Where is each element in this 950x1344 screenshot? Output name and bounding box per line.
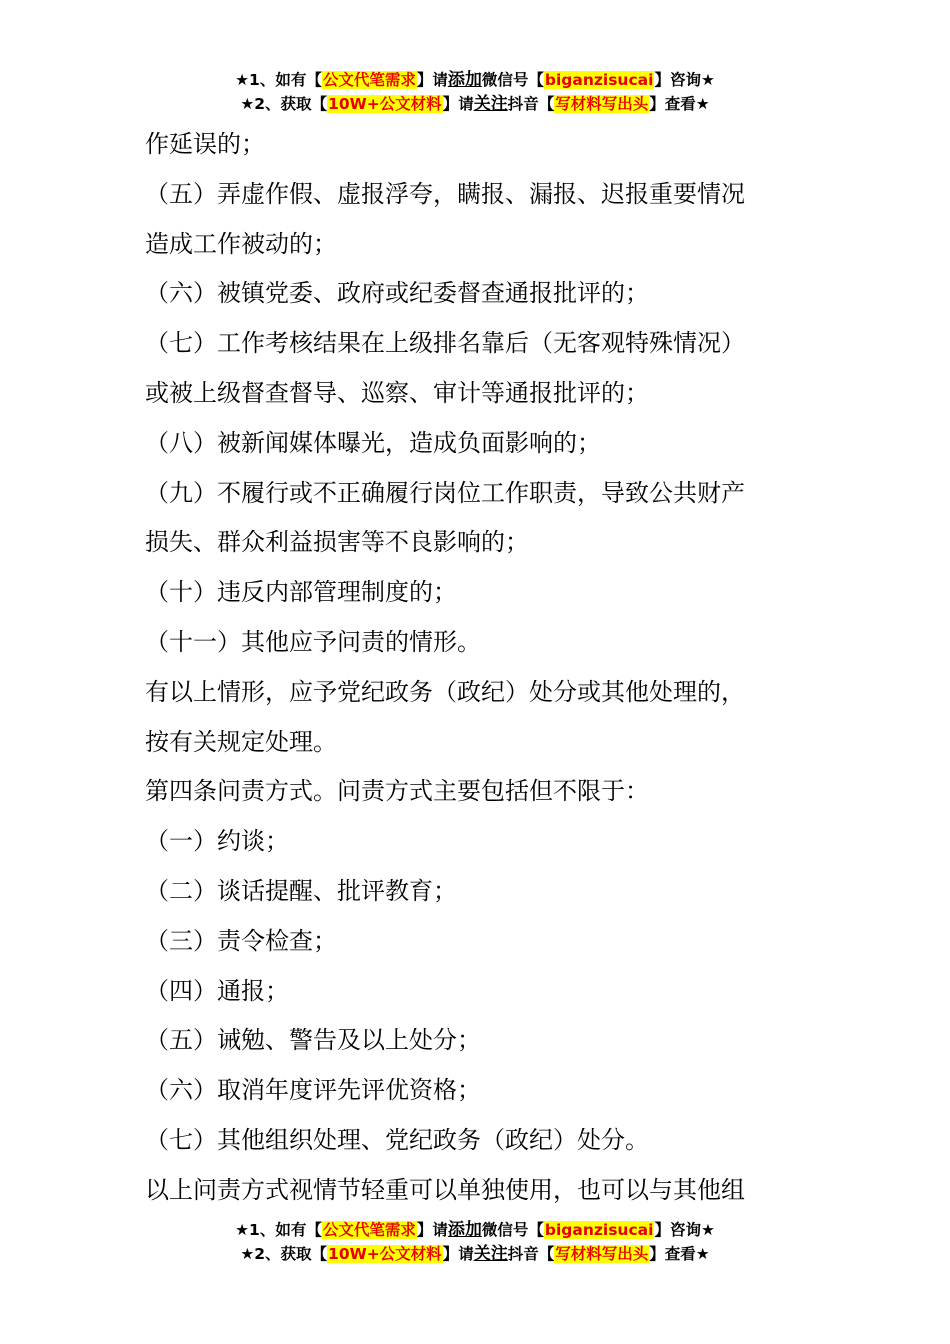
body-line: （一）约谈；	[145, 827, 289, 856]
header-banner-line-2: ★2、获取【10W+公文材料】请关注抖音【写材料写出头】查看★	[240, 94, 710, 114]
body-line: （三）责令检查；	[145, 926, 337, 955]
footer-banner-line-1: ★1、如有【公文代笔需求】请添加微信号【biganzisucai】咨询★	[235, 1220, 715, 1240]
body-line: （二）谈话提醒、批评教育；	[145, 876, 457, 905]
footer-banner	[0, 1218, 950, 1266]
highlight-wechat-id: biganzisucai	[544, 1221, 654, 1239]
body-line: 以上问责方式视情节轻重可以单独使用，也可以与其他组	[145, 1175, 745, 1204]
document-body	[145, 120, 825, 1216]
highlight-wechat-id: biganzisucai	[544, 71, 654, 89]
highlight-materials: 10W+公文材料	[328, 1245, 442, 1263]
body-line: （十一）其他应予问责的情形。	[145, 627, 481, 656]
body-line: 作延误的；	[145, 130, 265, 158]
body-line: 或被上级督查督导、巡察、审计等通报批评的；	[145, 378, 649, 407]
body-line: （七）其他组织处理、党纪政务（政纪）处分。	[145, 1125, 649, 1154]
emphasis-add: 添加	[447, 70, 482, 90]
body-line: 第四条问责方式。问责方式主要包括但不限于：	[145, 777, 649, 806]
body-line: 按有关规定处理。	[145, 727, 337, 756]
body-line: 造成工作被动的；	[145, 229, 337, 258]
emphasis-follow: 关注	[473, 94, 508, 114]
body-line: （八）被新闻媒体曝光，造成负面影响的；	[145, 428, 601, 457]
highlight-douyin-account: 写材料写出头	[555, 95, 649, 113]
footer-banner-line-2: ★2、获取【10W+公文材料】请关注抖音【写材料写出头】查看★	[240, 1244, 710, 1264]
highlight-materials: 10W+公文材料	[328, 95, 442, 113]
body-line: （九）不履行或不正确履行岗位工作职责，导致公共财产	[145, 478, 745, 507]
body-line: 损失、群众利益损害等不良影响的；	[145, 528, 529, 557]
emphasis-add: 添加	[447, 1220, 482, 1240]
body-line: （四）通报；	[145, 976, 289, 1005]
body-line: （十）违反内部管理制度的；	[145, 578, 457, 607]
body-line: 有以上情形，应予党纪政务（政纪）处分或其他处理的，	[145, 677, 745, 706]
body-line: （七）工作考核结果在上级排名靠后（无客观特殊情况）	[145, 329, 745, 358]
body-line: （六）取消年度评先评优资格；	[145, 1076, 481, 1105]
body-line: （六）被镇党委、政府或纪委督查通报批评的；	[145, 279, 649, 308]
header-banner	[0, 68, 950, 116]
emphasis-follow: 关注	[473, 1244, 508, 1264]
body-line: （五）诫勉、警告及以上处分；	[145, 1026, 481, 1055]
highlight-service: 公文代笔需求	[322, 71, 416, 89]
highlight-douyin-account: 写材料写出头	[555, 1245, 649, 1263]
body-line: （五）弄虚作假、虚报浮夸，瞒报、漏报、迟报重要情况	[145, 179, 745, 208]
header-banner-line-1: ★1、如有【公文代笔需求】请添加微信号【biganzisucai】咨询★	[235, 70, 715, 90]
highlight-service: 公文代笔需求	[322, 1221, 416, 1239]
